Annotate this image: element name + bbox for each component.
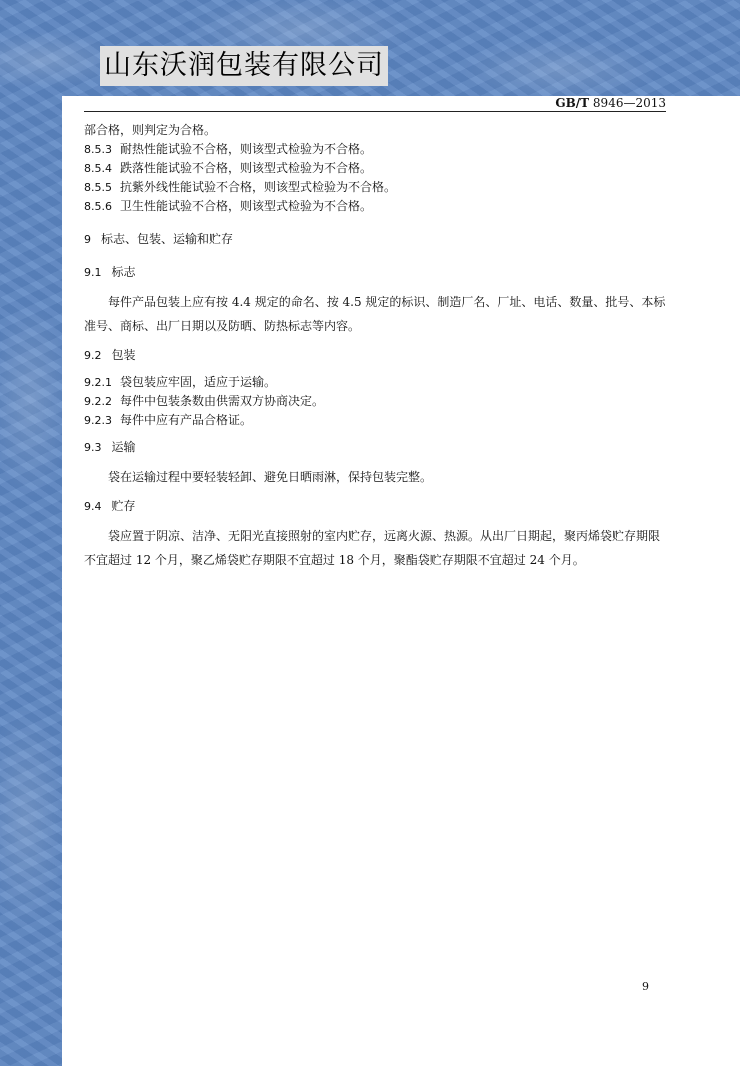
clause-number: 8.5.6 — [84, 200, 112, 213]
clause-8-5-3 — [84, 140, 666, 159]
section-number: 9.3 — [84, 441, 102, 454]
clause-number: 9.2.3 — [84, 414, 112, 427]
clause-text: 耐热性能试验不合格，则该型式检验为不合格。 — [120, 142, 373, 156]
clause-9-2-2 — [84, 392, 666, 411]
company-name-banner: 山东沃润包装有限公司 — [100, 46, 388, 86]
clause-number: 9.2.2 — [84, 395, 112, 408]
clause-number: 9.2.1 — [84, 376, 112, 389]
section-title: 贮存 — [111, 499, 136, 513]
clause-text: 每件中应有产品合格证。 — [120, 413, 253, 427]
section-9-3-paragraph: 袋在运输过程中要轻装轻卸、避免日晒雨淋，保持包装完整。 — [108, 470, 433, 484]
clause-number: 8.5.4 — [84, 162, 112, 175]
clause-9-2-1 — [84, 373, 666, 392]
clause-8-5-6 — [84, 197, 666, 216]
section-9-2-heading — [84, 346, 666, 365]
section-number: 9.2 — [84, 349, 102, 362]
clause-number: 8.5.3 — [84, 143, 112, 156]
section-number: 9.4 — [84, 500, 102, 513]
section-9-3-heading — [84, 438, 666, 457]
clause-8-5-4 — [84, 159, 666, 178]
clause-text: 跌落性能试验不合格，则该型式检验为不合格。 — [120, 161, 373, 175]
section-9-heading — [84, 230, 666, 249]
continuation-text: 部合格，则判定为合格。 — [84, 123, 217, 137]
clause-8-5-5 — [84, 178, 666, 197]
section-number: 9 — [84, 233, 91, 246]
clause-text: 袋包装应牢固，适应于运输。 — [120, 375, 277, 389]
section-9-1-paragraph: 每件产品包装上应有按 4.4 规定的命名、按 4.5 规定的标识、制造厂名、厂址、电话、数量、批号、本标准号、商标、出厂日期以及防晒、防热标志等内容。 — [84, 295, 666, 333]
clause-number: 8.5.5 — [84, 181, 112, 194]
standard-prefix: GB/T — [555, 96, 590, 110]
section-title: 包装 — [111, 348, 136, 362]
section-9-4-paragraph: 袋应置于阴凉、洁净、无阳光直接照射的室内贮存，远离火源、热源。从出厂日期起，聚丙烯袋贮存期限不宜超过 12 个月，聚乙烯袋贮存期限不宜超过 18 个月，聚酯袋贮存期限不宜超过 24 个月。 — [84, 529, 661, 567]
clause-text: 每件中包装条数由供需双方协商决定。 — [120, 394, 325, 408]
section-title: 标志、包装、运输和贮存 — [101, 232, 234, 246]
clause-text: 抗紫外线性能试验不合格，则该型式检验为不合格。 — [120, 180, 397, 194]
header-rule — [84, 111, 666, 112]
section-title: 运输 — [111, 440, 136, 454]
clause-9-2-3 — [84, 411, 666, 430]
document-page — [62, 96, 740, 1066]
standard-number: 8946—2013 — [592, 96, 666, 110]
standard-code-header — [555, 96, 666, 110]
section-title: 标志 — [111, 265, 136, 279]
section-number: 9.1 — [84, 266, 102, 279]
clause-text: 卫生性能试验不合格，则该型式检验为不合格。 — [120, 199, 373, 213]
page-number: 9 — [642, 980, 649, 993]
document-body — [84, 121, 666, 572]
section-9-4-heading — [84, 497, 666, 516]
section-9-1-heading — [84, 263, 666, 282]
